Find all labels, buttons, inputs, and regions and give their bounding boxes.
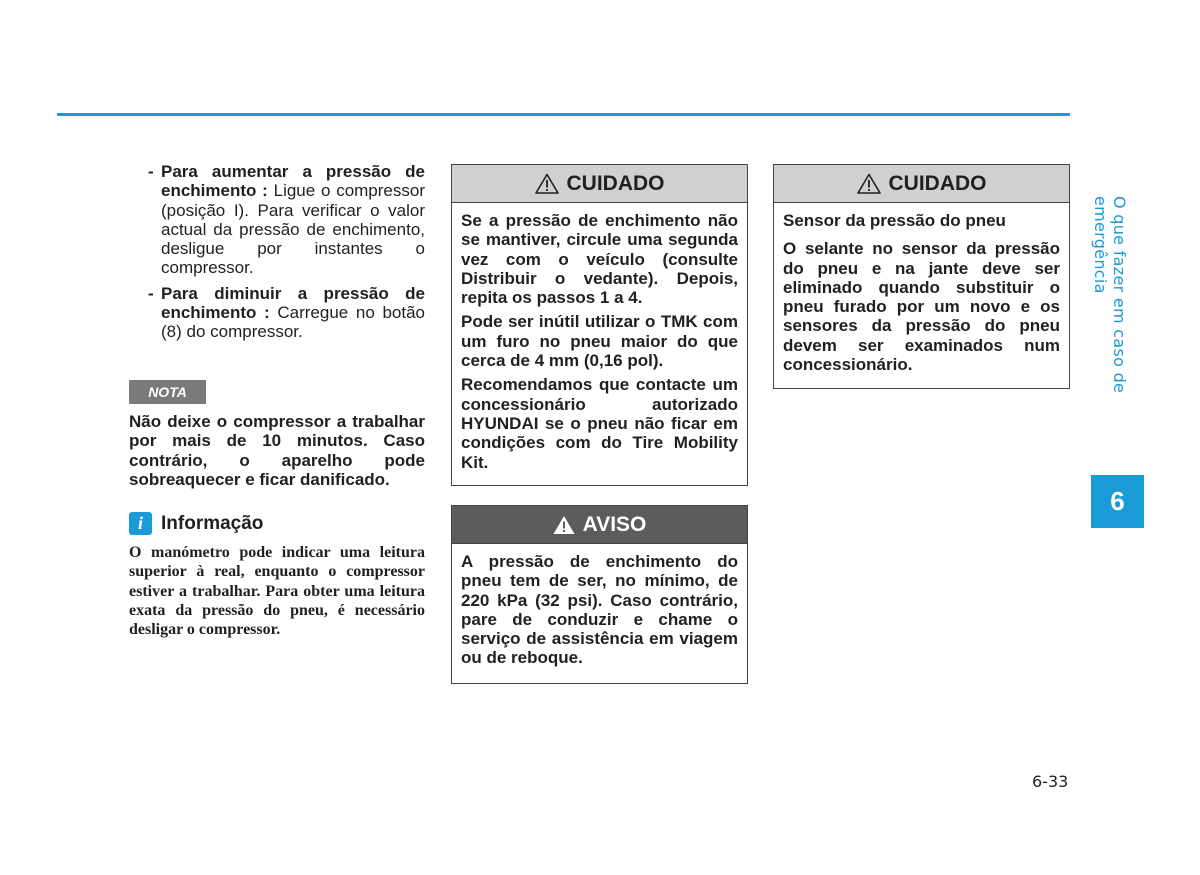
- chapter-tab: 6: [1091, 475, 1144, 528]
- warning-body: [452, 544, 747, 679]
- section-side-title: [1091, 196, 1129, 476]
- caution-paragraph: Se a pressão de enchimento não se mantiver, circule uma segunda vez com o veículo (consulte Distribuir o vedante). Depois, repita os passos 1 a 4.: [461, 211, 738, 308]
- warning-box: [451, 505, 748, 684]
- warning-title: AVISO: [582, 512, 647, 536]
- caution-paragraph: O selante no sensor da pressão do pneu e na jante deve ser eliminado quando substituir o pneu furado por um novo e os sensores da pressão do pneu devem ser examinados num concessionário.: [783, 239, 1060, 375]
- info-title: Informação: [161, 512, 264, 534]
- header-rule: [57, 113, 1070, 116]
- info-heading: [129, 512, 263, 535]
- caution-title: CUIDADO: [888, 171, 987, 195]
- left-column: [129, 162, 425, 348]
- bullet-dash: -: [148, 283, 154, 303]
- bullet-text: Ligue o compressor (posição I). Para verificar o valor actual da pressão de enchimento, desligue por instantes o compressor.: [161, 181, 425, 278]
- caution-box: [451, 164, 748, 486]
- warning-box-header: [452, 506, 747, 544]
- bullet-text: Carregue no botão (8) do compressor.: [161, 303, 425, 342]
- caution-body: [774, 203, 1069, 385]
- page-number: 6-33: [1032, 772, 1069, 791]
- nota-text: Não deixe o compressor a trabalhar por mais de 10 minutos. Caso contrário, o aparelho pode sobreaquecer e ficar danificado.: [129, 412, 425, 489]
- warning-paragraph: A pressão de enchimento do pneu tem de ser, no mínimo, de 220 kPa (32 psi). Caso contrário, pare de conduzir e chame o serviço de assistência em viagem ou de reboque.: [461, 552, 738, 668]
- caution-paragraph: Pode ser inútil utilizar o TMK com um furo no pneu maior do que cerca de 4 mm (0,16 pol).: [461, 312, 738, 371]
- caution-box-header: [452, 165, 747, 203]
- section-title: O que fazer em caso de emergência: [1091, 196, 1129, 394]
- bullet-lead: Para diminuir a pressão de enchimento :: [161, 283, 425, 323]
- list-item: [129, 284, 425, 342]
- caution-box-sensor: [773, 164, 1070, 389]
- caution-body: [452, 203, 747, 483]
- caution-subheading: Sensor da pressão do pneu: [783, 211, 1006, 230]
- bullet-dash: -: [148, 162, 154, 181]
- caution-title: CUIDADO: [566, 171, 665, 195]
- list-item: [129, 162, 425, 278]
- nota-badge: NOTA: [129, 380, 206, 404]
- info-text: O manómetro pode indicar uma leitura superior à real, enquanto o compressor estiver a trabalhar. Para obter uma leitura exata da pressão do pneu, é necessário desligar o compressor.: [129, 544, 425, 639]
- caution-box-header: [774, 165, 1069, 203]
- bullet-lead: Para aumentar a pressão de enchimento :: [161, 162, 425, 201]
- caution-triangle-icon: [857, 173, 881, 194]
- caution-triangle-icon: [535, 173, 559, 194]
- caution-paragraph: Recomendamos que contacte um concessionário autorizado HYUNDAI se o pneu não ficar em condições com do Tire Mobility Kit.: [461, 375, 738, 472]
- info-icon: i: [129, 512, 152, 535]
- warning-triangle-icon: [553, 515, 575, 535]
